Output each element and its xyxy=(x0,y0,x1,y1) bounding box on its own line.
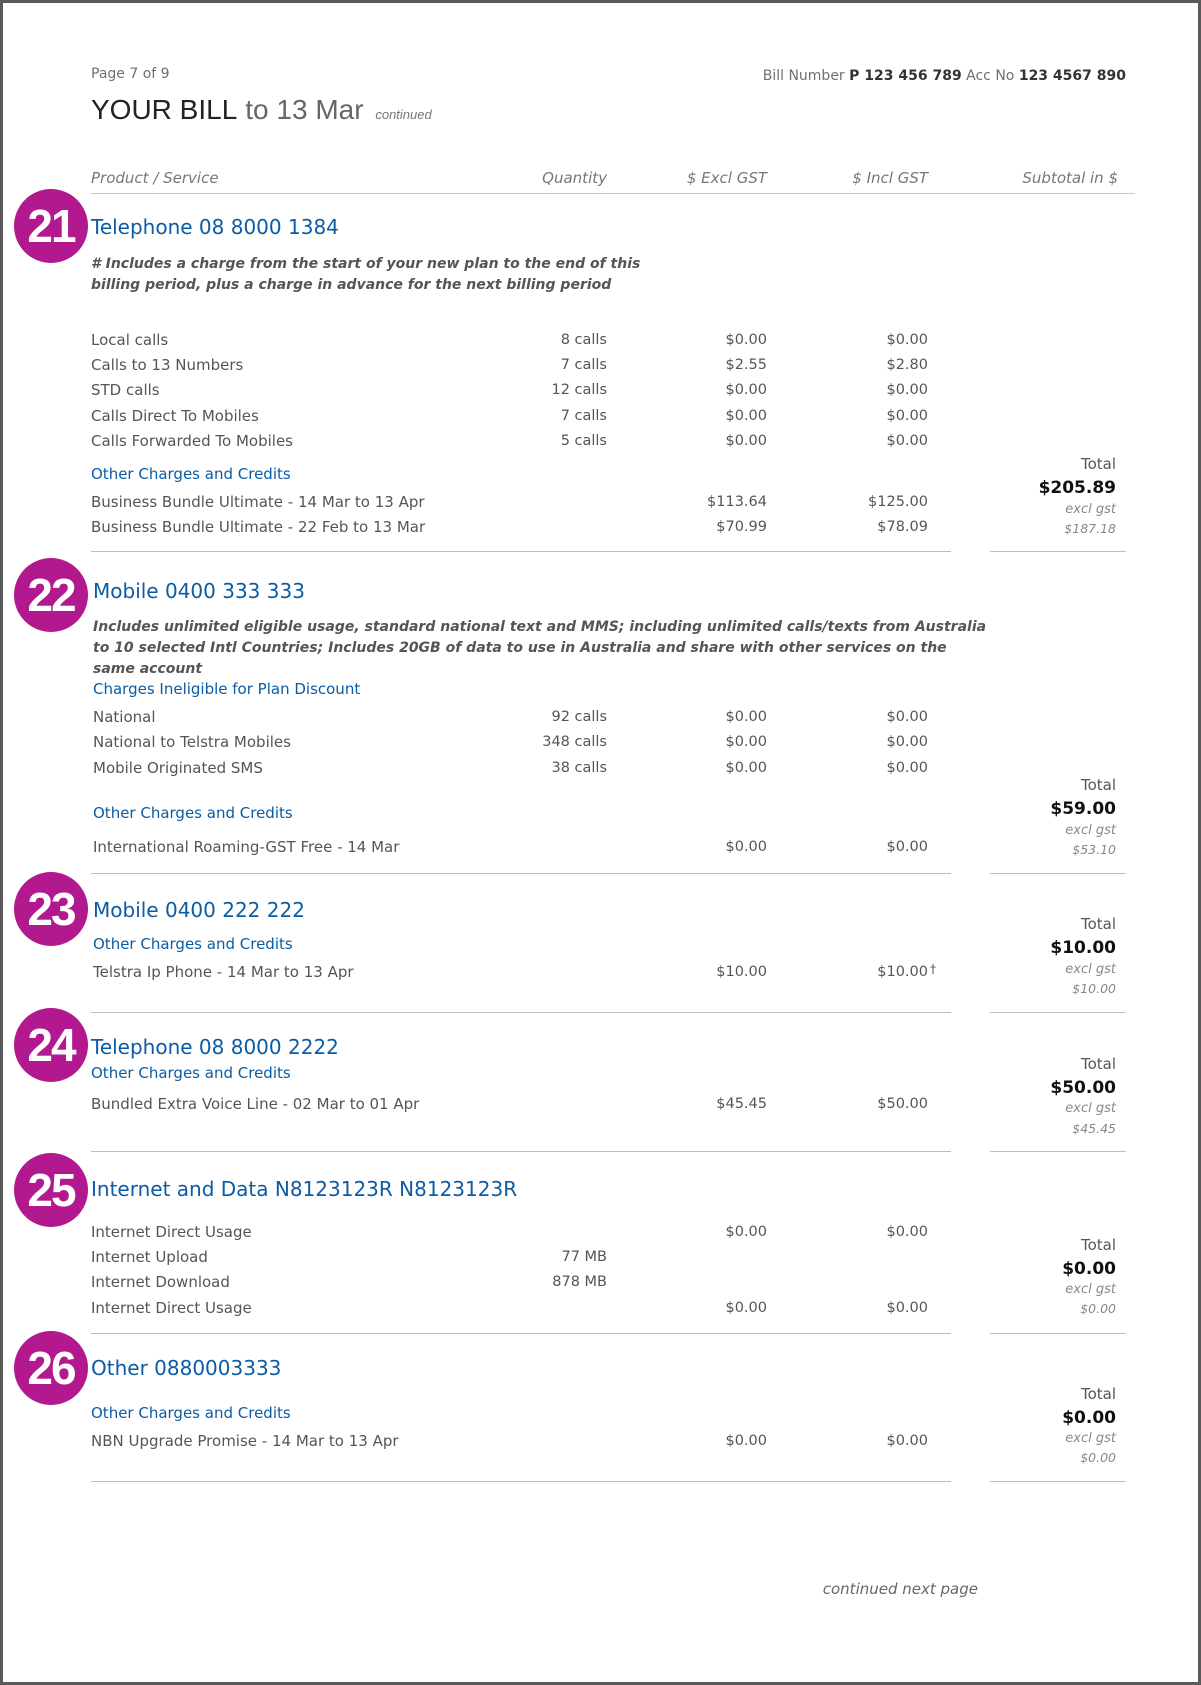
subsection-heading: Other Charges and Credits xyxy=(91,1404,291,1422)
title-continued: continued xyxy=(375,107,432,122)
page-title xyxy=(91,94,432,126)
line-item-incl: $0.00 xyxy=(886,1433,928,1449)
line-item-excl: $10.00 xyxy=(716,964,767,980)
total-divider xyxy=(990,1481,1126,1482)
section-badge: 23 xyxy=(14,872,88,946)
line-item-incl: $0.00 xyxy=(886,382,928,398)
line-item-incl: $78.09 xyxy=(877,519,928,535)
line-item-label: NBN Upgrade Promise - 14 Mar to 13 Apr xyxy=(91,1432,399,1450)
line-item-excl: $0.00 xyxy=(725,408,767,424)
line-item-incl: $0.00 xyxy=(886,1300,928,1316)
section-badge: 25 xyxy=(14,1153,88,1227)
excl-gst-label: excl gst xyxy=(1065,962,1116,977)
title-date: to 13 Mar xyxy=(245,94,364,125)
line-item-excl: $0.00 xyxy=(725,1300,767,1316)
line-item-incl: $0.00 xyxy=(886,760,928,776)
excl-gst-total: $45.45 xyxy=(1072,1121,1116,1136)
section-note: # Includes a charge from the start of your new plan to the end of this billing period, plus a charge in advance for the next billing period xyxy=(91,256,641,293)
excl-gst-total: $53.10 xyxy=(1072,842,1116,857)
line-item-incl: $0.00 xyxy=(886,408,928,424)
total-amount: $59.00 xyxy=(1050,799,1116,819)
total-divider xyxy=(990,873,1126,874)
section-divider xyxy=(91,1012,951,1013)
line-item-excl: $0.00 xyxy=(725,734,767,750)
total-amount: $0.00 xyxy=(1062,1259,1116,1279)
excl-gst-label: excl gst xyxy=(1065,823,1116,838)
line-item-label: National xyxy=(93,708,156,726)
line-item-excl: $2.55 xyxy=(725,357,767,373)
excl-gst-total: $10.00 xyxy=(1072,981,1116,996)
section-divider xyxy=(91,873,951,874)
section-divider xyxy=(91,1151,951,1152)
line-item-incl: $0.00 xyxy=(886,709,928,725)
total-label: Total xyxy=(1080,1385,1116,1403)
section-title: Other 0880003333 xyxy=(91,1356,282,1380)
section-badge: 26 xyxy=(14,1331,88,1405)
total-amount: $10.00 xyxy=(1050,938,1116,958)
section-note: Includes unlimited eligible usage, standard national text and MMS; including unlimited calls/texts from Australia to 10 selected Intl Countries; Includes 20GB of data to use in Australia and share with other services on the same account xyxy=(93,619,987,677)
total-label: Total xyxy=(1080,455,1116,473)
line-item-excl: $0.00 xyxy=(725,433,767,449)
excl-gst-label: excl gst xyxy=(1065,502,1116,517)
line-item-label: Calls to 13 Numbers xyxy=(91,356,244,374)
continued-next-page: continued next page xyxy=(822,1580,978,1598)
col-product: Product / Service xyxy=(91,169,219,187)
line-item-incl: $0.00 xyxy=(886,734,928,750)
line-item-label: Business Bundle Ultimate - 22 Feb to 13 Mar xyxy=(91,518,426,536)
line-item-qty: 92 calls xyxy=(551,709,607,725)
section-divider xyxy=(91,1481,951,1482)
line-item-qty: 7 calls xyxy=(560,357,607,373)
section-badge: 21 xyxy=(14,189,88,263)
col-incl: $ Incl GST xyxy=(852,169,928,187)
line-item-label: Internet Direct Usage xyxy=(91,1299,252,1317)
line-item-excl: $0.00 xyxy=(725,709,767,725)
total-label: Total xyxy=(1080,1236,1116,1254)
line-item-qty: 77 MB xyxy=(561,1249,607,1265)
section-badge: 22 xyxy=(14,558,88,632)
line-item-qty: 8 calls xyxy=(560,332,607,348)
line-item-incl: $0.00 xyxy=(886,1224,928,1240)
line-item-label: Internet Direct Usage xyxy=(91,1223,252,1241)
line-item-qty: 5 calls xyxy=(560,433,607,449)
page-number: Page 7 of 9 xyxy=(91,66,170,82)
section-title: Telephone 08 8000 1384 xyxy=(91,215,339,239)
total-divider xyxy=(990,1333,1126,1334)
line-item-label: Telstra Ip Phone - 14 Mar to 13 Apr xyxy=(93,963,354,981)
line-item-label: Business Bundle Ultimate - 14 Mar to 13 Apr xyxy=(91,493,425,511)
section-title: Mobile 0400 222 222 xyxy=(93,898,305,922)
line-item-label: STD calls xyxy=(91,381,160,399)
section-badge: 24 xyxy=(14,1008,88,1082)
line-item-label: Internet Upload xyxy=(91,1248,208,1266)
subsection-heading: Other Charges and Credits xyxy=(93,935,293,953)
line-item-excl: $0.00 xyxy=(725,760,767,776)
section-title: Mobile 0400 333 333 xyxy=(93,579,305,603)
section-title: Internet and Data N8123123R N8123123R xyxy=(91,1177,518,1201)
title-main: YOUR BILL xyxy=(91,94,238,125)
excl-gst-label: excl gst xyxy=(1065,1431,1116,1446)
line-item-qty: 878 MB xyxy=(552,1274,607,1290)
line-item-qty: 7 calls xyxy=(560,408,607,424)
total-label: Total xyxy=(1080,915,1116,933)
subsection-heading: Other Charges and Credits xyxy=(93,804,293,822)
total-amount: $0.00 xyxy=(1062,1408,1116,1428)
section-divider xyxy=(91,1333,951,1334)
header-divider xyxy=(91,193,1135,194)
line-item-label: International Roaming-GST Free - 14 Mar xyxy=(93,838,400,856)
line-item-excl: $0.00 xyxy=(725,1433,767,1449)
line-item-label: Calls Direct To Mobiles xyxy=(91,407,259,425)
bill-number: P 123 456 789 xyxy=(849,68,962,84)
line-item-qty: 12 calls xyxy=(551,382,607,398)
line-item-qty: 38 calls xyxy=(551,760,607,776)
dagger-mark: † xyxy=(930,962,936,976)
line-item-incl: $10.00 xyxy=(877,964,928,980)
section-title: Telephone 08 8000 2222 xyxy=(91,1035,339,1059)
subsection-heading: Other Charges and Credits xyxy=(91,465,291,483)
acc-label: Acc No xyxy=(966,68,1015,84)
total-divider xyxy=(990,1151,1126,1152)
excl-gst-total: $0.00 xyxy=(1080,1450,1116,1465)
total-amount: $205.89 xyxy=(1038,478,1116,498)
line-item-excl: $0.00 xyxy=(725,1224,767,1240)
subsection-heading: Other Charges and Credits xyxy=(91,1064,291,1082)
bill-meta xyxy=(763,68,1126,84)
excl-gst-total: $0.00 xyxy=(1080,1301,1116,1316)
line-item-incl: $0.00 xyxy=(886,839,928,855)
total-divider xyxy=(990,1012,1126,1013)
line-item-qty: 348 calls xyxy=(542,734,607,750)
line-item-excl: $70.99 xyxy=(716,519,767,535)
section-divider xyxy=(91,551,951,552)
line-item-incl: $125.00 xyxy=(868,494,928,510)
line-item-label: Bundled Extra Voice Line - 02 Mar to 01 Apr xyxy=(91,1095,420,1113)
bill-number-label: Bill Number xyxy=(762,68,845,84)
line-item-excl: $0.00 xyxy=(725,332,767,348)
total-label: Total xyxy=(1080,1055,1116,1073)
line-item-label: Local calls xyxy=(91,331,169,349)
excl-gst-total: $187.18 xyxy=(1064,521,1116,536)
line-item-label: Calls Forwarded To Mobiles xyxy=(91,432,294,450)
line-item-excl: $113.64 xyxy=(707,494,767,510)
line-item-incl: $0.00 xyxy=(886,433,928,449)
excl-gst-label: excl gst xyxy=(1065,1282,1116,1297)
line-item-incl: $2.80 xyxy=(886,357,928,373)
line-item-incl: $0.00 xyxy=(886,332,928,348)
line-item-excl: $45.45 xyxy=(716,1096,767,1112)
total-divider xyxy=(990,551,1126,552)
total-label: Total xyxy=(1080,776,1116,794)
col-quantity: Quantity xyxy=(542,169,607,187)
line-item-label: Mobile Originated SMS xyxy=(93,759,263,777)
acc-number: 123 4567 890 xyxy=(1018,68,1126,84)
line-item-incl: $50.00 xyxy=(877,1096,928,1112)
total-amount: $50.00 xyxy=(1050,1078,1116,1098)
line-item-label: National to Telstra Mobiles xyxy=(93,733,291,751)
excl-gst-label: excl gst xyxy=(1065,1101,1116,1116)
subsection-heading: Charges Ineligible for Plan Discount xyxy=(93,680,361,698)
line-item-excl: $0.00 xyxy=(725,382,767,398)
line-item-excl: $0.00 xyxy=(725,839,767,855)
col-subtotal: Subtotal in $ xyxy=(1022,169,1118,187)
line-item-label: Internet Download xyxy=(91,1273,230,1291)
col-excl: $ Excl GST xyxy=(686,169,767,187)
